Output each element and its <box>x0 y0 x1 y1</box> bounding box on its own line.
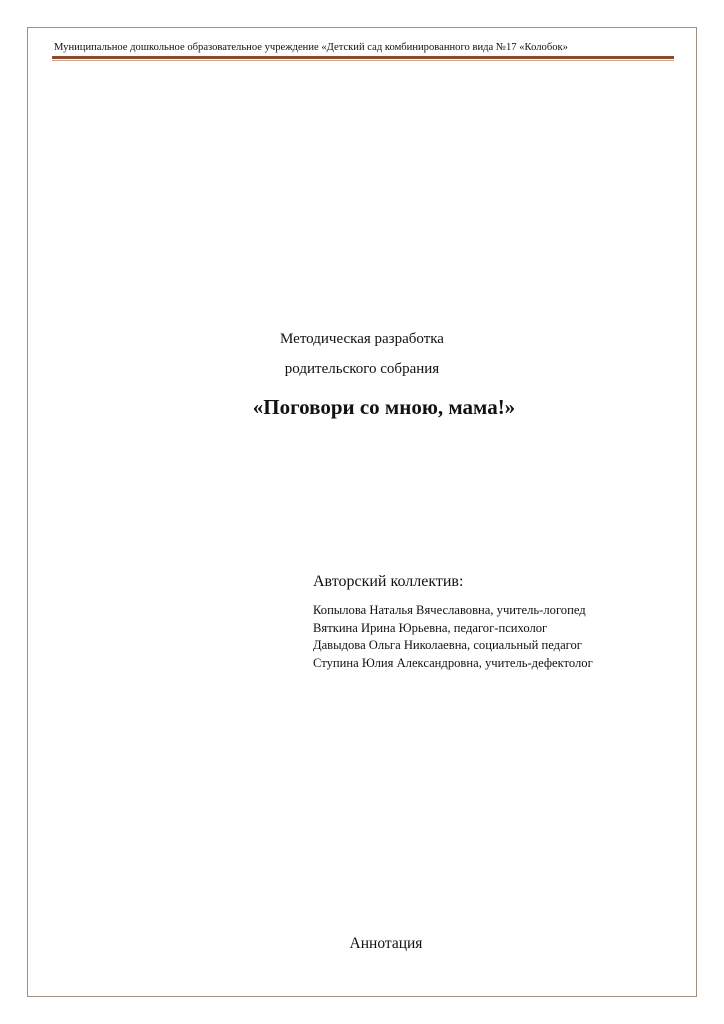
authors-heading: Авторский коллектив: <box>313 573 464 590</box>
author-item: Копылова Наталья Вячеславовна, учитель-логопед <box>313 603 586 617</box>
authors-list <box>313 602 693 672</box>
authors-block <box>313 573 693 672</box>
header-divider-thin <box>52 60 674 61</box>
annotation-heading: Аннотация <box>349 935 423 952</box>
header-divider <box>52 56 674 59</box>
author-item: Давыдова Ольга Николаевна, социальный педагог <box>313 638 582 652</box>
page-border <box>27 27 697 997</box>
document-subject: родительского собрания <box>284 361 440 377</box>
document-type: Методическая разработка <box>280 331 444 347</box>
document-title: «Поговори со мною, мама!» <box>252 395 516 419</box>
author-item: Вяткина Ирина Юрьевна, педагог-психолог <box>313 620 548 635</box>
institution-header: Муниципальное дошкольное образовательное учреждение «Детский сад комбинированного вида №17 «Колобок» <box>54 42 568 53</box>
author-item: Ступина Юлия Александровна, учитель-дефектолог <box>313 655 593 670</box>
